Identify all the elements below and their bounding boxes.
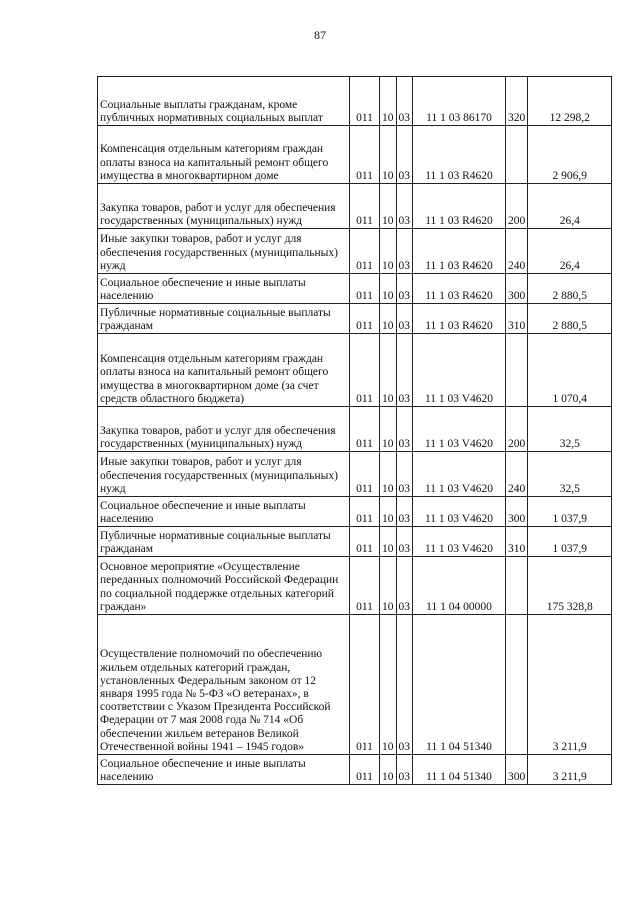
ministry-code: 011 bbox=[350, 557, 380, 615]
target-article-code: 11 1 03 V4620 bbox=[413, 407, 506, 452]
amount-value: 1 037,9 bbox=[528, 497, 612, 527]
subsection-code: 03 bbox=[396, 452, 413, 497]
row-name: Публичные нормативные социальные выплаты гражданам bbox=[98, 527, 350, 557]
expense-type-code: 200 bbox=[506, 407, 528, 452]
table-row bbox=[98, 557, 612, 615]
row-name: Осуществление полномочий по обеспечению жильем отдельных категорий граждан, установленных Федеральным законом от 12 января 1995 года № 5-ФЗ «О ветеранах», в соответствии с Указом Президента Российской Федерации от 7 мая 2008 года № 714 «Об обеспечении жильем ветеранов Великой Отечественной войны 1941 – 1945 годов» bbox=[98, 615, 350, 755]
expense-type-code: 310 bbox=[506, 527, 528, 557]
amount-value: 3 211,9 bbox=[528, 615, 612, 755]
amount-value: 1 070,4 bbox=[528, 334, 612, 407]
subsection-code: 03 bbox=[396, 615, 413, 755]
target-article-code: 11 1 03 V4620 bbox=[413, 452, 506, 497]
budget-table-body bbox=[98, 77, 612, 785]
row-name: Компенсация отдельным категориям граждан оплаты взноса на капитальный ремонт общего имущества в многоквартирном доме (за счет средств областного бюджета) bbox=[98, 334, 350, 407]
amount-value: 175 328,8 bbox=[528, 557, 612, 615]
amount-value: 26,4 bbox=[528, 229, 612, 274]
target-article-code: 11 1 03 R4620 bbox=[413, 184, 506, 229]
row-name: Социальное обеспечение и иные выплаты населению bbox=[98, 497, 350, 527]
table-row bbox=[98, 126, 612, 184]
section-code: 10 bbox=[380, 557, 397, 615]
ministry-code: 011 bbox=[350, 274, 380, 304]
expense-type-code: 300 bbox=[506, 497, 528, 527]
subsection-code: 03 bbox=[396, 497, 413, 527]
expense-type-code bbox=[506, 334, 528, 407]
table-row bbox=[98, 497, 612, 527]
table-row bbox=[98, 77, 612, 126]
section-code: 10 bbox=[380, 527, 397, 557]
ministry-code: 011 bbox=[350, 755, 380, 785]
ministry-code: 011 bbox=[350, 184, 380, 229]
ministry-code: 011 bbox=[350, 615, 380, 755]
table-row bbox=[98, 304, 612, 334]
section-code: 10 bbox=[380, 304, 397, 334]
ministry-code: 011 bbox=[350, 452, 380, 497]
target-article-code: 11 1 03 86170 bbox=[413, 77, 506, 126]
section-code: 10 bbox=[380, 334, 397, 407]
table-row bbox=[98, 615, 612, 755]
subsection-code: 03 bbox=[396, 334, 413, 407]
ministry-code: 011 bbox=[350, 497, 380, 527]
expense-type-code bbox=[506, 126, 528, 184]
row-name: Основное мероприятие «Осуществление переданных полномочий Российской Федерации по социальной поддержке отдельных категорий граждан» bbox=[98, 557, 350, 615]
page-number: 87 bbox=[314, 28, 326, 42]
section-code: 10 bbox=[380, 184, 397, 229]
target-article-code: 11 1 03 V4620 bbox=[413, 334, 506, 407]
subsection-code: 03 bbox=[396, 77, 413, 126]
ministry-code: 011 bbox=[350, 229, 380, 274]
row-name: Закупка товаров, работ и услуг для обеспечения государственных (муниципальных) нужд bbox=[98, 184, 350, 229]
target-article-code: 11 1 03 R4620 bbox=[413, 126, 506, 184]
table-row bbox=[98, 184, 612, 229]
ministry-code: 011 bbox=[350, 77, 380, 126]
subsection-code: 03 bbox=[396, 304, 413, 334]
row-name: Иные закупки товаров, работ и услуг для обеспечения государственных (муниципальных) нужд bbox=[98, 452, 350, 497]
subsection-code: 03 bbox=[396, 527, 413, 557]
amount-value: 2 880,5 bbox=[528, 274, 612, 304]
row-name: Иные закупки товаров, работ и услуг для обеспечения государственных (муниципальных) нужд bbox=[98, 229, 350, 274]
amount-value: 2 906,9 bbox=[528, 126, 612, 184]
amount-value: 3 211,9 bbox=[528, 755, 612, 785]
row-name: Закупка товаров, работ и услуг для обеспечения государственных (муниципальных) нужд bbox=[98, 407, 350, 452]
amount-value: 12 298,2 bbox=[528, 77, 612, 126]
expense-type-code: 300 bbox=[506, 274, 528, 304]
ministry-code: 011 bbox=[350, 126, 380, 184]
target-article-code: 11 1 04 00000 bbox=[413, 557, 506, 615]
expense-type-code: 200 bbox=[506, 184, 528, 229]
section-code: 10 bbox=[380, 615, 397, 755]
table-row bbox=[98, 452, 612, 497]
table-row bbox=[98, 755, 612, 785]
row-name: Компенсация отдельным категориям граждан оплаты взноса на капитальный ремонт общего имущества в многоквартирном доме bbox=[98, 126, 350, 184]
table-row bbox=[98, 334, 612, 407]
target-article-code: 11 1 03 R4620 bbox=[413, 229, 506, 274]
amount-value: 32,5 bbox=[528, 452, 612, 497]
target-article-code: 11 1 03 V4620 bbox=[413, 497, 506, 527]
section-code: 10 bbox=[380, 229, 397, 274]
subsection-code: 03 bbox=[396, 274, 413, 304]
row-name: Социальные выплаты гражданам, кроме публичных нормативных социальных выплат bbox=[98, 77, 350, 126]
subsection-code: 03 bbox=[396, 755, 413, 785]
row-name: Социальное обеспечение и иные выплаты населению bbox=[98, 274, 350, 304]
section-code: 10 bbox=[380, 497, 397, 527]
subsection-code: 03 bbox=[396, 126, 413, 184]
section-code: 10 bbox=[380, 274, 397, 304]
amount-value: 32,5 bbox=[528, 407, 612, 452]
target-article-code: 11 1 04 51340 bbox=[413, 755, 506, 785]
expense-type-code: 240 bbox=[506, 452, 528, 497]
section-code: 10 bbox=[380, 77, 397, 126]
subsection-code: 03 bbox=[396, 229, 413, 274]
row-name: Социальное обеспечение и иные выплаты населению bbox=[98, 755, 350, 785]
target-article-code: 11 1 04 51340 bbox=[413, 615, 506, 755]
subsection-code: 03 bbox=[396, 184, 413, 229]
section-code: 10 bbox=[380, 126, 397, 184]
section-code: 10 bbox=[380, 407, 397, 452]
expense-type-code: 240 bbox=[506, 229, 528, 274]
section-code: 10 bbox=[380, 452, 397, 497]
row-name: Публичные нормативные социальные выплаты гражданам bbox=[98, 304, 350, 334]
ministry-code: 011 bbox=[350, 527, 380, 557]
target-article-code: 11 1 03 R4620 bbox=[413, 304, 506, 334]
table-row bbox=[98, 274, 612, 304]
budget-table bbox=[97, 76, 612, 785]
amount-value: 26,4 bbox=[528, 184, 612, 229]
section-code: 10 bbox=[380, 755, 397, 785]
table-row bbox=[98, 407, 612, 452]
expense-type-code: 310 bbox=[506, 304, 528, 334]
target-article-code: 11 1 03 R4620 bbox=[413, 274, 506, 304]
ministry-code: 011 bbox=[350, 304, 380, 334]
expense-type-code bbox=[506, 557, 528, 615]
target-article-code: 11 1 03 V4620 bbox=[413, 527, 506, 557]
ministry-code: 011 bbox=[350, 407, 380, 452]
table-row bbox=[98, 229, 612, 274]
expense-type-code: 300 bbox=[506, 755, 528, 785]
table-row bbox=[98, 527, 612, 557]
amount-value: 1 037,9 bbox=[528, 527, 612, 557]
ministry-code: 011 bbox=[350, 334, 380, 407]
expense-type-code bbox=[506, 615, 528, 755]
subsection-code: 03 bbox=[396, 407, 413, 452]
subsection-code: 03 bbox=[396, 557, 413, 615]
amount-value: 2 880,5 bbox=[528, 304, 612, 334]
expense-type-code: 320 bbox=[506, 77, 528, 126]
